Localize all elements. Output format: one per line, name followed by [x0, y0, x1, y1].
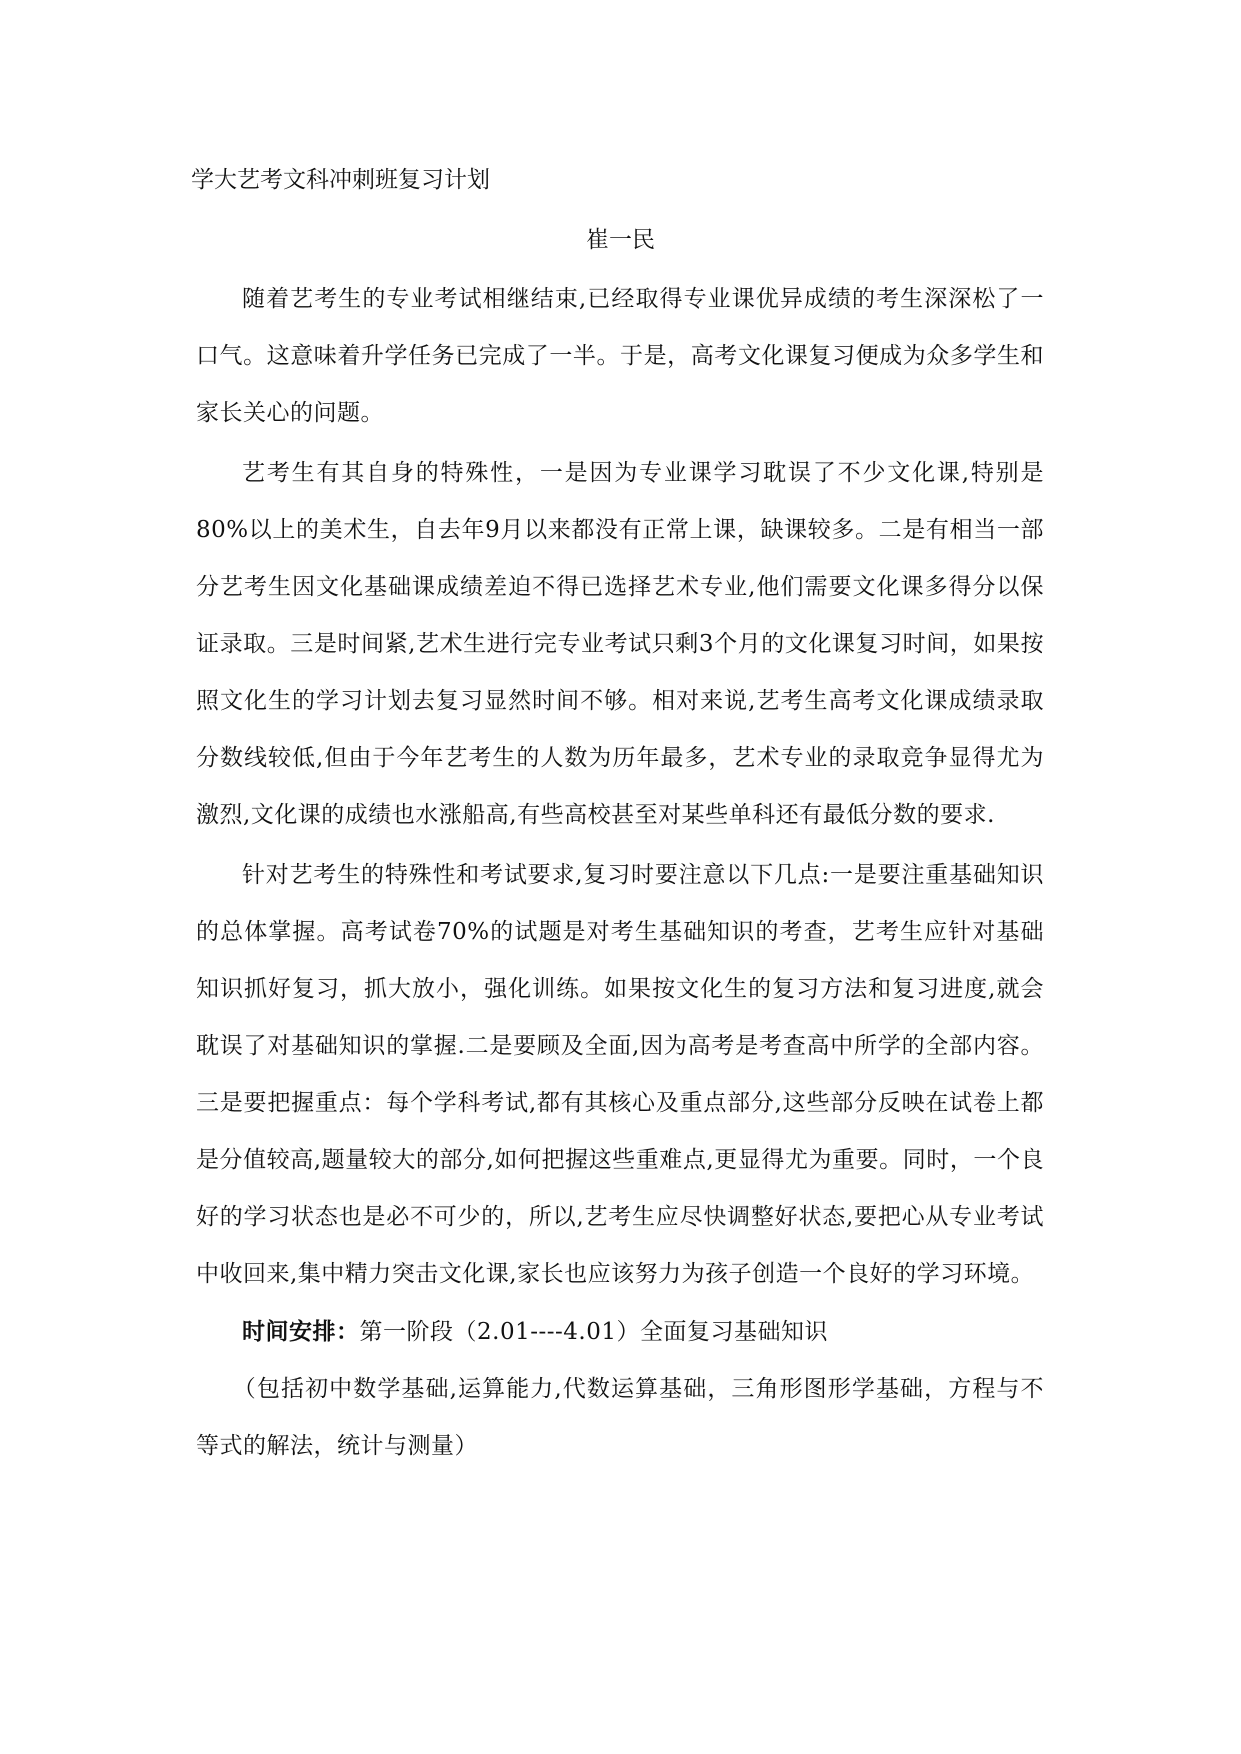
- schedule-label: 时间安排：: [242, 1318, 360, 1345]
- paragraph-review-points: 针对艺考生的特殊性和考试要求,复习时要注意以下几点:一是要注重基础知识的总体掌握。高考试卷70%的试题是对考生基础知识的考查，艺考生应针对基础知识抓好复习，抓大放小，强化训练。如果按文化生的复习方法和复习进度,就会耽误了对基础知识的掌握.二是要顾及全面,因为高考是考查高中所学的全部内容。三是要把握重点：每个学科考试,都有其核心及重点部分,这些部分反映在试卷上都是分值较高,题量较大的部分,如何把握这些重难点,更显得尤为重要。同时，一个良好的学习状态也是必不可少的，所以,艺考生应尽快调整好状态,要把心从专业考试中收回来,集中精力突击文化课,家长也应该努力为孩子创造一个良好的学习环境。: [196, 862, 1044, 1287]
- paragraph-intro: 随着艺考生的专业考试相继结束,已经取得专业课优异成绩的考生深深松了一口气。这意味着升学任务已完成了一半。于是，高考文化课复习便成为众多学生和家长关心的问题。: [196, 286, 1044, 426]
- schedule-stage: 第一阶段（2.01----4.01）全面复习基础知识: [359, 1319, 829, 1345]
- document-author: 崔一民: [586, 227, 655, 253]
- paragraph-characteristics: 艺考生有其自身的特殊性，一是因为专业课学习耽误了不少文化课,特别是80%以上的美术生，自去年9月以来都没有正常上课，缺课较多。二是有相当一部分艺考生因文化基础课成绩差迫不得已选择艺术专业,他们需要文化课多得分以保证录取。三是时间紧,艺术生进行完专业考试只剩3个月的文化课复习时间，如果按照文化生的学习计划去复习显然时间不够。相对来说,艺考生高考文化课成绩录取分数线较低,但由于今年艺考生的人数为历年最多，艺术专业的录取竞争显得尤为激烈,文化课的成绩也水涨船高,有些高校甚至对某些单科还有最低分数的要求.: [196, 460, 1044, 828]
- document-body: [196, 271, 1044, 1475]
- document-title: 学大艺考文科冲刺班复习计划: [191, 167, 490, 193]
- schedule-line: [196, 1303, 1044, 1361]
- schedule-note: （包括初中数学基础,运算能力,代数运算基础，三角形图形学基础，方程与不等式的解法，统计与测量）: [196, 1376, 1044, 1459]
